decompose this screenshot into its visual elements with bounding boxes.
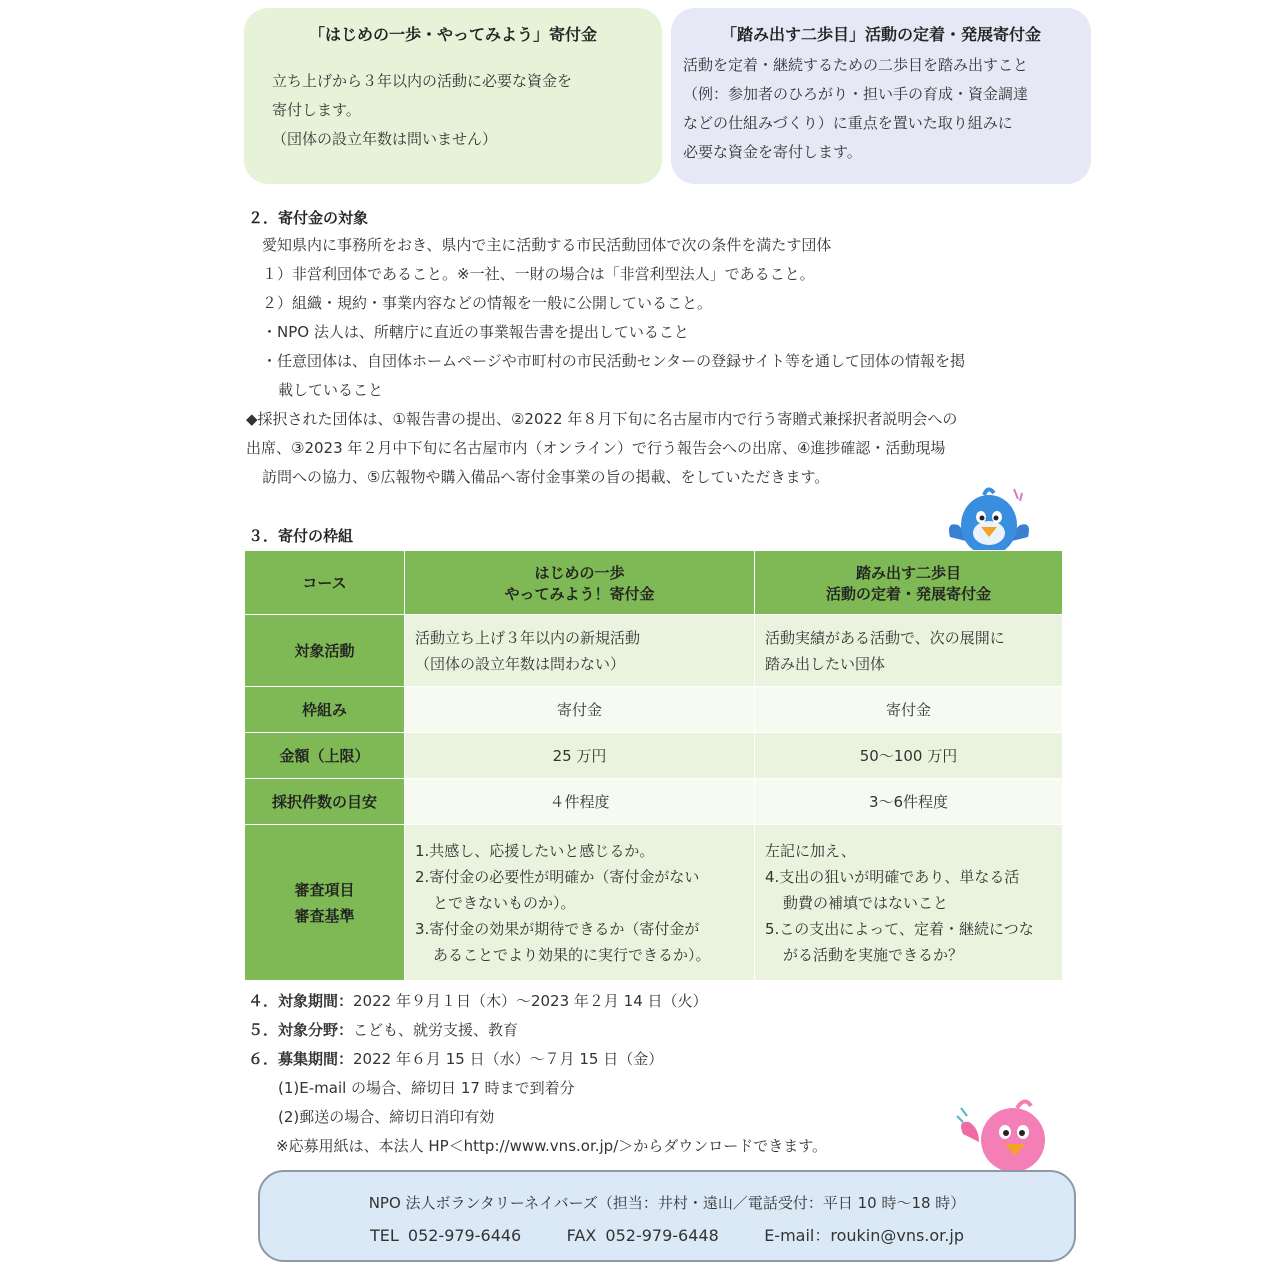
course2-title: 「踏み出す二歩目」活動の定着・発展寄付金	[720, 25, 1041, 44]
label-line: 審査項目	[294, 880, 355, 899]
criteria-line: あることでより効果的に実行できるか）。	[433, 945, 711, 964]
target-period-label: ４．対象期間：	[248, 992, 354, 1010]
course2-description	[683, 51, 1083, 167]
course1-title: 「はじめの一歩・やってみよう」寄付金	[308, 25, 597, 44]
target-fields-label: ５．対象分野：	[248, 1021, 354, 1039]
review-criteria-course2	[755, 825, 1063, 981]
amount-course1: 25 万円	[405, 733, 755, 779]
note-line: 出席、③2023 年２月中下旬に名古屋市内（オンライン）で行う報告会への出席、④進捗確認・活動現場	[246, 439, 946, 457]
criteria-line: とできないものか）。	[433, 893, 576, 912]
note-line: ◆採択された団体は、①報告書の提出、②2022 年８月下旬に名古屋市内で行う寄贈式兼採択者説明会への	[246, 410, 958, 428]
criteria-line: 3.寄付金の効果が期待できるか（寄付金が	[415, 919, 700, 938]
section3-heading: ３．寄付の枠組	[248, 527, 354, 545]
target-activity-course2	[755, 615, 1063, 687]
course2-line: 必要な資金を寄付します。	[683, 143, 862, 161]
selection-count-course1: ４件程度	[405, 779, 755, 825]
course2-line: 活動を定着・継続するための二歩目を踏み出すこと	[683, 56, 1029, 74]
condition-bullet-npo: ・NPO 法人は、所轄庁に直近の事業報告書を提出していること	[262, 323, 689, 341]
framework-course2: 寄付金	[755, 687, 1063, 733]
cell-line: 踏み出したい団体	[765, 654, 886, 673]
course1-description	[272, 67, 662, 154]
label-line: 審査基準	[294, 906, 355, 925]
criteria-line: 左記に加え、	[765, 841, 856, 860]
table-row	[245, 733, 1063, 779]
selected-groups-note	[246, 405, 1092, 492]
table-row	[245, 687, 1063, 733]
row-label-amount: 金額（上限）	[245, 733, 405, 779]
pink-bird-mascot-icon	[955, 1094, 1055, 1174]
table-row	[245, 825, 1063, 981]
selection-count-course2: 3～6件程度	[755, 779, 1063, 825]
application-period-label: ６．募集期間：	[248, 1050, 354, 1068]
criteria-line: 4.支出の狙いが明確であり、単なる活	[765, 867, 1020, 886]
contact-numbers	[260, 1223, 1074, 1246]
cell-line: 活動立ち上げ３年以内の新規活動	[415, 628, 641, 647]
course1-line: 寄付します。	[272, 101, 361, 119]
note-line: 訪問への協力、⑤広報物や購入備品へ寄付金事業の旨の掲載、をしていただきます。	[262, 468, 830, 486]
table-row	[245, 779, 1063, 825]
criteria-line: 5.この支出によって、定着・継続につな	[765, 919, 1034, 938]
email-address[interactable]: E-mail：roukin@vns.or.jp	[764, 1226, 964, 1245]
condition-1: １）非営利団体であること。※一社、一財の場合は「非営利型法人」であること。	[262, 265, 815, 283]
table-header-course1	[405, 551, 755, 615]
blue-bird-mascot-icon	[944, 485, 1034, 553]
application-period-value: 2022 年６月 15 日（水）～７月 15 日（金）	[353, 1050, 664, 1068]
header-line: 踏み出す二歩目	[855, 563, 961, 582]
contact-box	[258, 1170, 1076, 1262]
criteria-line: 1.共感し、応援したいと感じるか。	[415, 841, 655, 860]
table-row	[245, 551, 1063, 615]
course1-line: （団体の設立年数は問いません）	[272, 130, 498, 148]
criteria-line: 動費の補填ではないこと	[783, 893, 949, 912]
amount-course2: 50～100 万円	[755, 733, 1063, 779]
section2-body	[262, 231, 1092, 405]
eligibility-intro: 愛知県内に事務所をおき、県内で主に活動する市民活動団体で次の条件を満たす団体	[262, 236, 832, 254]
mail-deadline: (2)郵送の場合、締切日消印有効	[278, 1108, 495, 1126]
course1-summary-box	[244, 8, 662, 184]
row-label-framework: 枠組み	[245, 687, 405, 733]
target-period	[248, 987, 1078, 1016]
application-period	[248, 1045, 1078, 1074]
donation-framework-table	[244, 550, 1063, 981]
cell-line: 活動実績がある活動で、次の展開に	[765, 628, 1005, 647]
row-label-selection-count: 採択件数の目安	[245, 779, 405, 825]
criteria-line: 2.寄付金の必要性が明確か（寄付金がない	[415, 867, 700, 886]
review-criteria-course1	[405, 825, 755, 981]
section2-heading: ２．寄付金の対象	[248, 209, 369, 227]
target-activity-course1	[405, 615, 755, 687]
header-line: 活動の定着・発展寄付金	[825, 584, 991, 603]
table-row	[245, 615, 1063, 687]
organization-contact: NPO 法人ボランタリーネイバーズ（担当：井村・遠山／電話受付：平日 10 時～18 時）	[368, 1194, 966, 1212]
course2-summary-box	[671, 8, 1091, 184]
row-label-review-criteria	[245, 825, 405, 981]
header-line: やってみよう！寄付金	[504, 584, 655, 603]
condition-bullet-voluntary-cont: 載していること	[278, 381, 384, 399]
course2-line: （例：参加者のひろがり・担い手の育成・資金調達	[683, 85, 1029, 103]
cell-line: （団体の設立年数は問わない）	[415, 654, 626, 673]
fax-number: FAX 052-979-6448	[566, 1226, 719, 1245]
row-label-target-activity: 対象活動	[245, 615, 405, 687]
table-header-course: コース	[245, 551, 405, 615]
target-fields-value: こども、就労支援、教育	[353, 1021, 519, 1039]
framework-course1: 寄付金	[405, 687, 755, 733]
phone-number: TEL 052-979-6446	[370, 1226, 522, 1245]
application-form-note: ※応募用紙は、本法人 HP＜http://www.vns.or.jp/＞からダウンロードできます。	[276, 1137, 828, 1155]
course1-line: 立ち上げから３年以内の活動に必要な資金を	[272, 72, 573, 90]
target-period-value: 2022 年９月１日（木）～2023 年２月 14 日（火）	[353, 992, 708, 1010]
header-line: はじめの一歩	[534, 563, 625, 582]
course2-line: などの仕組みづくり）に重点を置いた取り組みに	[683, 114, 1013, 132]
criteria-line: がる活動を実施できるか？	[783, 945, 964, 964]
schedule-section	[248, 987, 1078, 1161]
table-header-course2	[755, 551, 1063, 615]
condition-2: ２）組織・規約・事業内容などの情報を一般に公開していること。	[262, 294, 713, 312]
email-deadline: (1)E-mail の場合、締切日 17 時まで到着分	[278, 1079, 575, 1097]
target-fields	[248, 1016, 1078, 1045]
condition-bullet-voluntary: ・任意団体は、自団体ホームページや市町村の市民活動センターの登録サイト等を通して団体の情報を掲	[262, 352, 966, 370]
